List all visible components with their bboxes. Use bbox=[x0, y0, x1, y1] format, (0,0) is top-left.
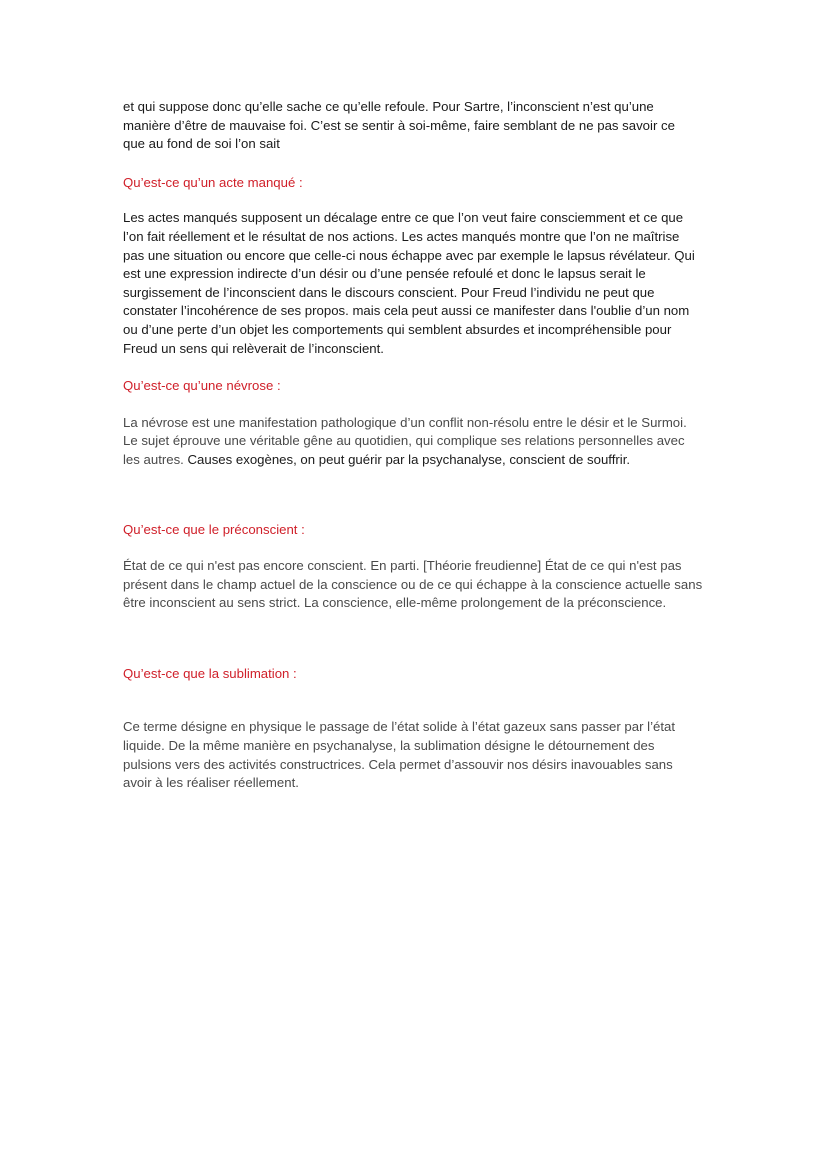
text-fragment-grey: les autres. bbox=[123, 451, 188, 467]
text-line: La névrose est une manifestation pathologique d’un conflit non-résolu entre le désir et le Surmoi. bbox=[123, 414, 687, 430]
section-heading-nevrose: Qu’est-ce qu’une névrose : bbox=[123, 378, 281, 394]
text-line: Ce terme désigne en physique le passage de l’état solide à l’état gazeux sans passer par l’état bbox=[123, 719, 676, 735]
text-line: manière d’être de mauvaise foi. C’est se sentir à soi-même, faire semblant de ne pas savoir ce bbox=[123, 117, 675, 133]
section-heading-preconscient: Qu’est-ce que le préconscient : bbox=[123, 521, 305, 537]
section-heading-sublimation: Qu’est-ce que la sublimation : bbox=[123, 665, 297, 681]
text-line: État de ce qui n'est pas encore conscient. En parti. [Théorie freudienne] État de ce qui n'est pas bbox=[123, 558, 682, 574]
text-line: présent dans le champ actuel de la conscience ou de ce qui échappe à la conscience actuelle sans bbox=[123, 576, 703, 592]
text-line bbox=[123, 451, 733, 470]
text-line: pulsions vers des activités constructrices. Cela permet d’assouvir nos désirs inavouables sans bbox=[123, 756, 673, 772]
text-line: constater l’incohérence de ses propos. mais cela peut aussi ce manifester dans l'oublie d’un nom bbox=[123, 303, 690, 319]
text-line: pas une situation ou encore que celle-ci nous échappe avec par exemple le lapsus révélateur. Qui bbox=[123, 247, 695, 263]
nevrose-paragraph bbox=[123, 414, 733, 470]
text-line: surgissement de l’inconscient dans le discours conscient. Pour Freud l’individu ne peut que bbox=[123, 284, 655, 300]
acte-manque-paragraph bbox=[123, 209, 733, 358]
text-line: avoir à les réaliser réellement. bbox=[123, 775, 299, 791]
text-line: Freud un sens qui relèverait de l’inconscient. bbox=[123, 340, 384, 356]
intro-paragraph bbox=[123, 98, 733, 154]
text-line: liquide. De la même manière en psychanalyse, la sublimation désigne le détournement des bbox=[123, 738, 655, 754]
text-line: ou d’une perte d’un objet les comportements qui semblent absurdes et incompréhensible pour bbox=[123, 321, 672, 337]
text-line: Les actes manqués supposent un décalage entre ce que l’on veut faire consciemment et ce que bbox=[123, 210, 684, 226]
text-line: que au fond de soi l’on sait bbox=[123, 136, 280, 152]
text-line: et qui suppose donc qu’elle sache ce qu’elle refoule. Pour Sartre, l’inconscient n’est qu’une bbox=[123, 99, 654, 114]
document-page bbox=[123, 98, 733, 793]
text-line: est une expression indirecte d’un désir ou d’une pensée refoulé et donc le lapsus serait le bbox=[123, 266, 646, 282]
preconscient-paragraph bbox=[123, 557, 733, 613]
sublimation-paragraph bbox=[123, 718, 733, 792]
text-line: Le sujet éprouve une véritable gêne au quotidien, qui complique ses relations personnelles avec bbox=[123, 433, 685, 449]
text-line: l’on fait réellement et le résultat de nos actions. Les actes manqués montre que l’on ne maîtrise bbox=[123, 228, 680, 244]
text-fragment-dark: Causes exogènes, on peut guérir par la psychanalyse, conscient de souffrir. bbox=[187, 451, 631, 467]
section-heading-acte-manque: Qu’est-ce qu’un acte manqué : bbox=[123, 174, 303, 190]
text-line: être inconscient au sens strict. La conscience, elle-même prolongement de la préconscience. bbox=[123, 595, 667, 611]
